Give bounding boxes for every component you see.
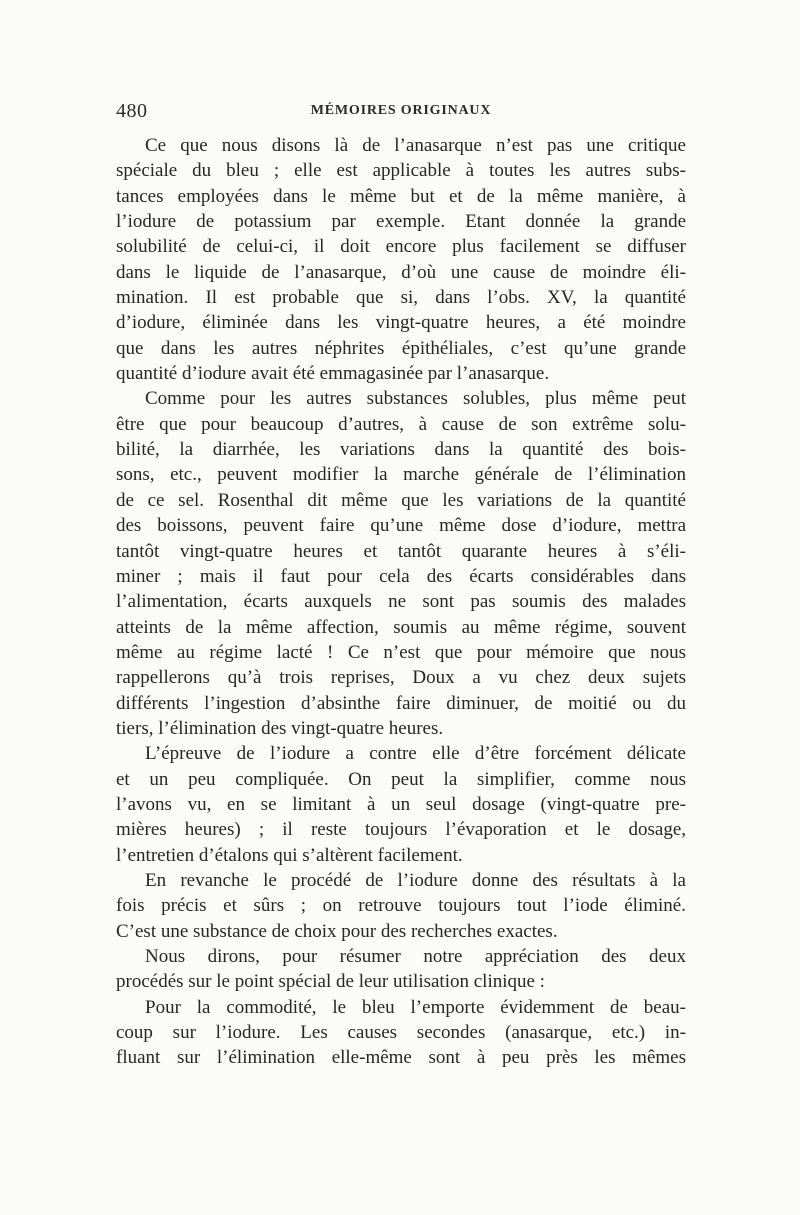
- text-line: tantôt vingt-quatre heures et tantôt quarante heures à s’éli-: [116, 540, 686, 562]
- text-line: Comme pour les autres substances solubles, plus même peut: [145, 388, 686, 410]
- text-line: l’iodure de potassium par exemple. Etant donnée la grande: [116, 211, 686, 233]
- page-header: [116, 98, 686, 128]
- page-number: 480: [116, 100, 148, 122]
- text-line: Nous dirons, pour résumer notre appréciation des deux: [145, 946, 686, 967]
- text-line: tiers, l’élimination des vingt-quatre heures.: [116, 717, 444, 739]
- text-line: être que pour beaucoup d’autres, à cause de son extrême solu-: [116, 413, 686, 435]
- text-line: de ce sel. Rosenthal dit même que les variations de la quantité: [116, 489, 686, 511]
- paragraph: [116, 386, 686, 741]
- text-line: mières heures) ; il reste toujours l’évaporation et le dosage,: [116, 819, 686, 841]
- text-line: En revanche le procédé de l’iodure donne des résultats à la: [145, 869, 686, 891]
- text-line: procédés sur le point spécial de leur utilisation clinique :: [116, 971, 545, 993]
- text-line: Pour la commodité, le bleu l’emporte évidemment de beau-: [145, 996, 686, 1018]
- text-line: C’est une substance de choix pour des recherches exactes.: [116, 920, 558, 942]
- text-line: bilité, la diarrhée, les variations dans la quantité des bois-: [116, 439, 686, 461]
- text-line: différents l’ingestion d’absinthe faire diminuer, de moitié ou du: [116, 692, 686, 714]
- text-line: dans le liquide de l’anasarque, d’où une cause de moindre éli-: [116, 261, 686, 283]
- paragraph: [116, 133, 686, 386]
- text-line: fluant sur l’élimination elle-même sont à peu près les mêmes: [116, 1047, 686, 1069]
- text-line: sons, etc., peuvent modifier la marche générale de l’élimination: [116, 464, 686, 486]
- text-line: que dans les autres néphrites épithéliales, c’est qu’une grande: [116, 337, 686, 359]
- text-line: L’épreuve de l’iodure a contre elle d’être forcément délicate: [145, 743, 686, 765]
- paragraph: [116, 995, 686, 1071]
- paragraph: [116, 741, 686, 868]
- text-line: l’entretien d’étalons qui s’altèrent facilement.: [116, 844, 463, 866]
- text-line: coup sur l’iodure. Les causes secondes (anasarque, etc.) in-: [116, 1022, 686, 1044]
- text-line: Ce que nous disons là de l’anasarque n’est pas une critique: [145, 135, 686, 156]
- text-line: miner ; mais il faut pour cela des écarts considérables dans: [116, 565, 686, 587]
- text-line: l’avons vu, en se limitant à un seul dosage (vingt-quatre pre-: [116, 793, 686, 815]
- text-line: tances employées dans le même but et de la même manière, à: [116, 185, 686, 207]
- text-line: quantité d’iodure avait été emmagasinée par l’anasarque.: [116, 363, 550, 385]
- text-line: même au régime lacté ! Ce n’est que pour mémoire que nous: [116, 641, 686, 663]
- body-text: [116, 133, 686, 1071]
- text-line: et un peu compliquée. On peut la simplifier, comme nous: [116, 768, 686, 790]
- text-line: rappellerons qu’à trois reprises, Doux a vu chez deux sujets: [116, 667, 686, 689]
- paragraph: [116, 868, 686, 944]
- text-line: spéciale du bleu ; elle est applicable à toutes les autres subs-: [116, 160, 686, 182]
- text-line: l’alimentation, écarts auxquels ne sont pas soumis des malades: [116, 591, 686, 613]
- running-head: MÉMOIRES ORIGINAUX: [310, 103, 492, 118]
- text-line: mination. Il est probable que si, dans l’obs. XV, la quantité: [116, 287, 686, 309]
- text-line: fois précis et sûrs ; on retrouve toujours tout l’iode éliminé.: [116, 895, 686, 917]
- text-line: des boissons, peuvent faire qu’une même dose d’iodure, mettra: [116, 515, 686, 537]
- text-line: solubilité de celui-ci, il doit encore plus facilement se diffuser: [116, 236, 686, 258]
- text-line: atteints de la même affection, soumis au même régime, souvent: [116, 616, 686, 638]
- paragraph: [116, 944, 686, 995]
- text-line: d’iodure, éliminée dans les vingt-quatre heures, a été moindre: [116, 312, 686, 334]
